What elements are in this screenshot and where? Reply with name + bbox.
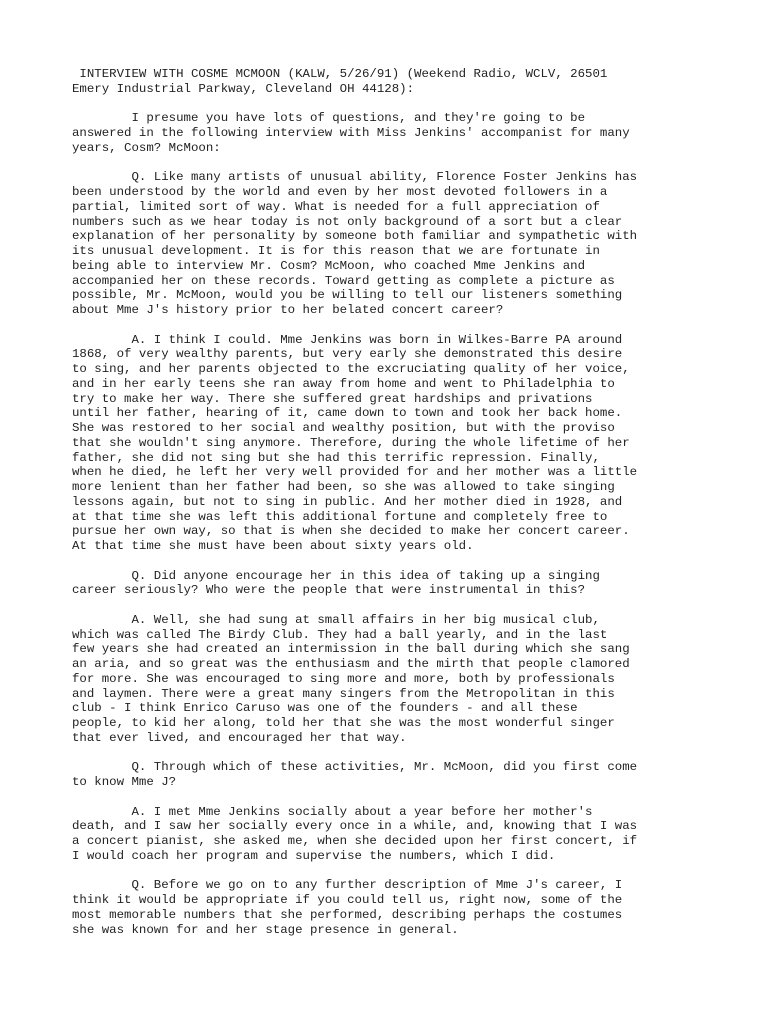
text-line: about Mme J's history prior to her belated concert career?: [72, 303, 504, 317]
text-line: at that time she was left this additional fortune and completely free to: [72, 509, 608, 524]
text-line: try to make her way. There she suffered great hardships and privations: [72, 391, 593, 406]
paragraph-gap: [72, 598, 732, 613]
text-line: At that time she must have been about sixty years old.: [72, 539, 474, 553]
paragraph-gap: [72, 746, 732, 761]
text-line: years, Cosm? McMoon:: [72, 140, 221, 155]
text-line: been understood by the world and even by her most devoted followers in a: [72, 185, 608, 199]
text-line: think it would be appropriate if you could tell us, right now, some of the: [72, 893, 623, 907]
paragraph-gap: [72, 790, 732, 805]
text-line: A. I think I could. Mme Jenkins was born in Wilkes-Barre PA around: [72, 332, 623, 347]
text-line: people, to kid her along, told her that she was the most wonderful singer: [72, 716, 615, 730]
text-line: Q. Through which of these activities, Mr. McMoon, did you first come: [72, 760, 638, 775]
text-line: A. Well, she had sung at small affairs in her big musical club,: [72, 612, 600, 627]
text-line: she was known for and her stage presence in general.: [72, 922, 459, 937]
text-line: its unusual development. It is for this reason that we are fortunate in: [72, 244, 600, 258]
paragraph-gap: [72, 156, 732, 171]
text-line: 1868, of very wealthy parents, but very early she demonstrated this desire: [72, 347, 623, 362]
text-line: numbers such as we hear today is not only background of a sort but a clear: [72, 214, 623, 229]
text-line: death, and I saw her socially every once in a while, and, knowing that I was: [72, 819, 638, 834]
paragraph-gap: [72, 97, 732, 112]
text-line: most memorable numbers that she performed, describing perhaps the costumes: [72, 907, 623, 922]
text-line: She was restored to her social and wealthy position, but with the proviso: [72, 421, 615, 435]
text-line: that ever lived, and encouraged her that way.: [72, 730, 407, 745]
paragraph-gap: [72, 554, 732, 569]
text-line: Q. Like many artists of unusual ability, Florence Foster Jenkins has: [72, 170, 638, 185]
paragraph-gap: [72, 864, 732, 879]
text-line: for more. She was encouraged to sing more and more, both by professionals: [72, 671, 615, 686]
text-line: which was called The Birdy Club. They had a ball yearly, and in the last: [72, 627, 608, 642]
answer-3: [72, 805, 732, 864]
text-line: few years she had created an intermission in the ball during which she sang: [72, 642, 630, 657]
text-line: and in her early teens she ran away from home and went to Philadelphia to: [72, 376, 615, 391]
text-line: and laymen. There were a great many singers from the Metropolitan in this: [72, 686, 615, 701]
text-line: lessons again, but not to sing in public. And her mother died in 1928, and: [72, 494, 623, 509]
text-line: accompanied her on these records. Toward getting as complete a picture as: [72, 273, 615, 288]
text-line: until her father, hearing of it, came down to town and took her back home.: [72, 406, 623, 421]
text-line: father, she did not sing but she had this terrific repression. Finally,: [72, 450, 600, 465]
answer-1: [72, 333, 732, 554]
text-line: A. I met Mme Jenkins socially about a year before her mother's: [72, 804, 593, 819]
text-line: that she wouldn't sing anymore. Therefore, during the whole lifetime of her: [72, 435, 630, 450]
document-header: [72, 67, 732, 97]
text-line: an aria, and so great was the enthusiasm and the mirth that people clamored: [72, 657, 630, 671]
text-line: career seriously? Who were the people that were instrumental in this?: [72, 583, 586, 598]
question-2: [72, 569, 732, 599]
text-line: Emery Industrial Parkway, Cleveland OH 44128):: [72, 81, 415, 96]
text-line: more lenient than her father had been, so she was allowed to take singing: [72, 480, 615, 494]
text-line: when he died, he left her very well provided for and her mother was a little: [72, 465, 638, 480]
intro-paragraph: [72, 111, 732, 155]
text-line: a concert pianist, she asked me, when she decided upon her first concert, if: [72, 834, 638, 848]
text-line: to sing, and her parents objected to the excruciating quality of her voice,: [72, 362, 630, 376]
text-line: INTERVIEW WITH COSME MCMOON (KALW, 5/26/91) (Weekend Radio, WCLV, 26501: [72, 67, 608, 81]
document-page: [72, 67, 732, 937]
question-1: [72, 170, 732, 318]
text-line: partial, limited sort of way. What is needed for a full appreciation of: [72, 199, 600, 214]
answer-2: [72, 613, 732, 746]
question-4: [72, 878, 732, 937]
text-line: explanation of her personality by someone both familiar and sympathetic with: [72, 229, 638, 244]
text-line: possible, Mr. McMoon, would you be willing to tell our listeners something: [72, 288, 623, 303]
text-line: answered in the following interview with Miss Jenkins' accompanist for many: [72, 126, 630, 140]
text-line: Q. Before we go on to any further description of Mme J's career, I: [72, 878, 623, 893]
text-line: I presume you have lots of questions, and they're going to be: [72, 111, 586, 126]
paragraph-gap: [72, 318, 732, 333]
text-line: Q. Did anyone encourage her in this idea of taking up a singing: [72, 568, 600, 583]
text-line: club - I think Enrico Caruso was one of the founders - and all these: [72, 701, 578, 716]
text-line: being able to interview Mr. Cosm? McMoon, who coached Mme Jenkins and: [72, 258, 586, 273]
text-line: to know Mme J?: [72, 775, 177, 789]
text-line: pursue her own way, so that is when she decided to make her concert career.: [72, 524, 630, 539]
text-line: I would coach her program and supervise the numbers, which I did.: [72, 848, 556, 863]
question-3: [72, 760, 732, 790]
